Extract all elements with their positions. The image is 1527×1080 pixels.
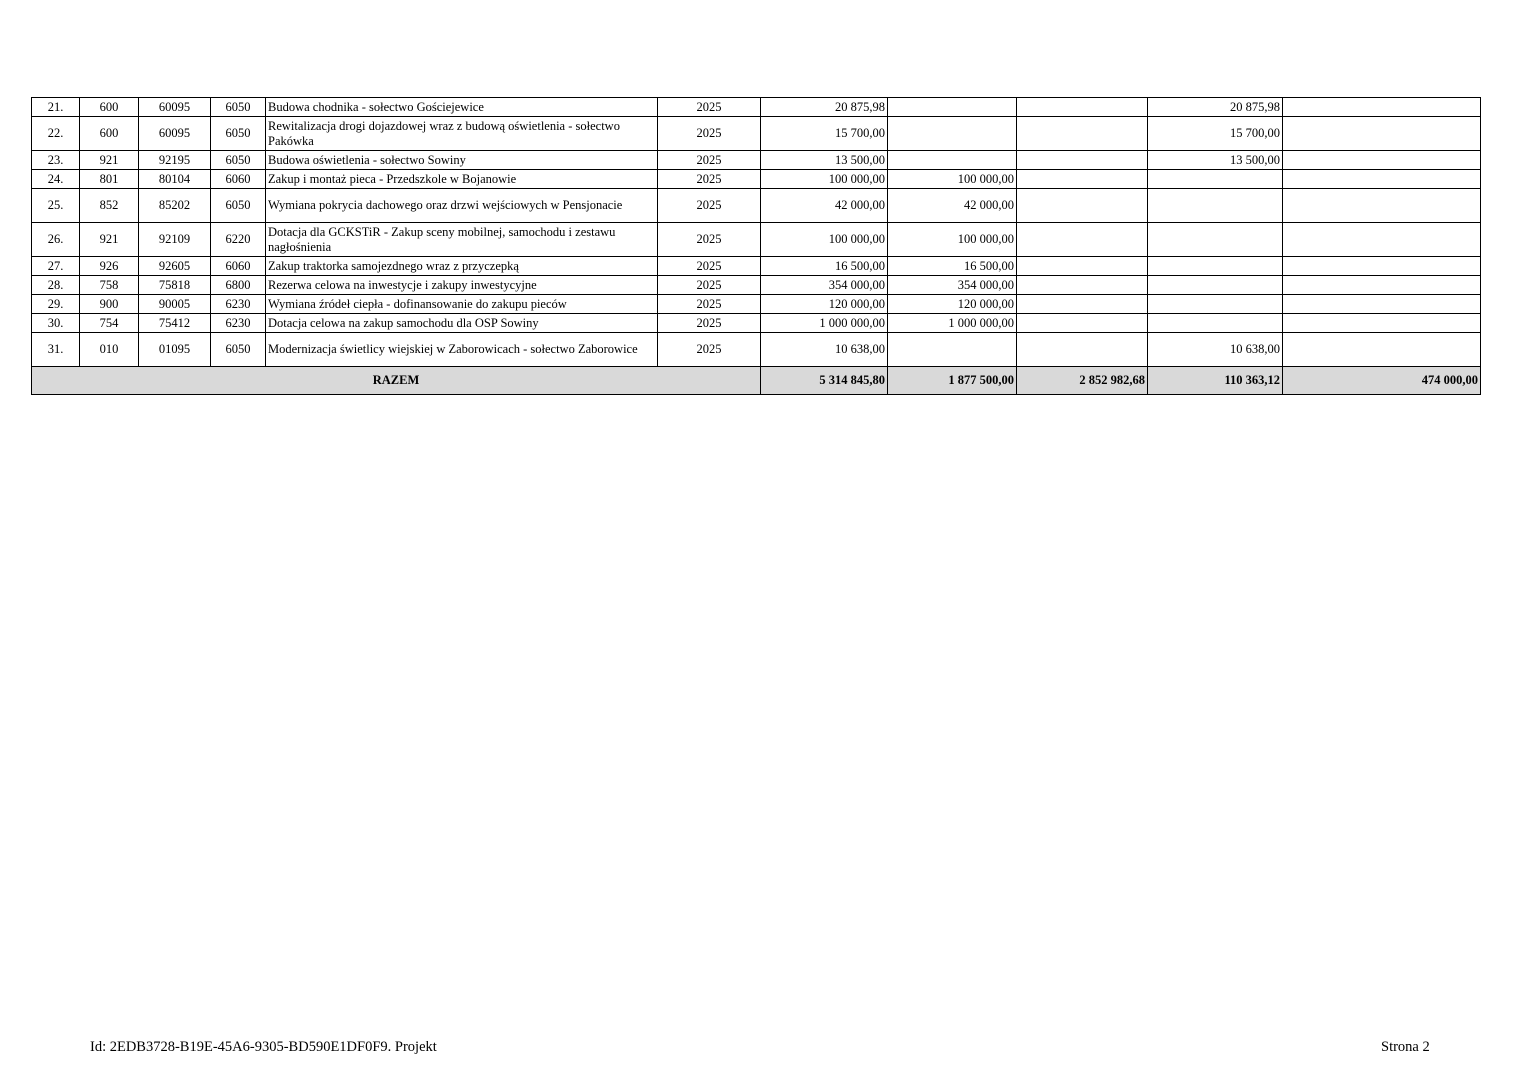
- cell-c3: [1017, 223, 1148, 257]
- cell-c3: [1017, 276, 1148, 295]
- cell-c1: 1 000 000,00: [761, 314, 888, 333]
- cell-paragraf: 6050: [211, 189, 266, 223]
- cell-c4: 20 875,98: [1148, 98, 1283, 117]
- cell-nazwa: Zakup traktorka samojezdnego wraz z przyczepką: [266, 257, 658, 276]
- cell-nazwa: Rewitalizacja drogi dojazdowej wraz z budową oświetlenia - sołectwo Pakówka: [266, 117, 658, 151]
- cell-dzial: 921: [80, 223, 139, 257]
- cell-rok: 2025: [658, 223, 761, 257]
- total-c5: 474 000,00: [1283, 367, 1481, 395]
- cell-dzial: 926: [80, 257, 139, 276]
- cell-c5: [1283, 333, 1481, 367]
- cell-rozdzial: 85202: [139, 189, 211, 223]
- cell-nazwa: Modernizacja świetlicy wiejskiej w Zaborowicach - sołectwo Zaborowice: [266, 333, 658, 367]
- cell-c4: [1148, 276, 1283, 295]
- cell-c4: [1148, 295, 1283, 314]
- table-body: [32, 98, 1481, 367]
- cell-c1: 100 000,00: [761, 223, 888, 257]
- table-row: [32, 223, 1481, 257]
- table-row: [32, 314, 1481, 333]
- cell-c1: 354 000,00: [761, 276, 888, 295]
- cell-nazwa: Wymiana pokrycia dachowego oraz drzwi wejściowych w Pensjonacie: [266, 189, 658, 223]
- cell-c1: 13 500,00: [761, 151, 888, 170]
- cell-c2: 100 000,00: [888, 170, 1017, 189]
- cell-c4: [1148, 170, 1283, 189]
- cell-c4: [1148, 223, 1283, 257]
- cell-nazwa: Budowa chodnika - sołectwo Gościejewice: [266, 98, 658, 117]
- cell-rozdzial: 92195: [139, 151, 211, 170]
- cell-c5: [1283, 189, 1481, 223]
- cell-rozdzial: 60095: [139, 117, 211, 151]
- table-row: [32, 170, 1481, 189]
- cell-c3: [1017, 189, 1148, 223]
- cell-dzial: 758: [80, 276, 139, 295]
- table-row: [32, 98, 1481, 117]
- cell-dzial: 600: [80, 98, 139, 117]
- table-row: [32, 295, 1481, 314]
- cell-lp: 29.: [32, 295, 80, 314]
- cell-lp: 25.: [32, 189, 80, 223]
- total-label: RAZEM: [32, 367, 761, 395]
- cell-lp: 28.: [32, 276, 80, 295]
- table-row: [32, 276, 1481, 295]
- cell-rok: 2025: [658, 295, 761, 314]
- cell-c3: [1017, 314, 1148, 333]
- cell-c3: [1017, 333, 1148, 367]
- table-row: [32, 151, 1481, 170]
- cell-c3: [1017, 170, 1148, 189]
- cell-lp: 31.: [32, 333, 80, 367]
- cell-nazwa: Dotacja dla GCKSTiR - Zakup sceny mobilnej, samochodu i zestawu nagłośnienia: [266, 223, 658, 257]
- cell-c2: [888, 98, 1017, 117]
- total-c3: 2 852 982,68: [1017, 367, 1148, 395]
- total-c1: 5 314 845,80: [761, 367, 888, 395]
- cell-rozdzial: 75412: [139, 314, 211, 333]
- cell-c2: [888, 333, 1017, 367]
- cell-c1: 15 700,00: [761, 117, 888, 151]
- cell-lp: 24.: [32, 170, 80, 189]
- cell-c5: [1283, 257, 1481, 276]
- document-id: Id: 2EDB3728-B19E-45A6-9305-BD590E1DF0F9. Projekt: [90, 1039, 437, 1055]
- cell-rozdzial: 60095: [139, 98, 211, 117]
- cell-rozdzial: 80104: [139, 170, 211, 189]
- cell-rozdzial: 90005: [139, 295, 211, 314]
- cell-c1: 16 500,00: [761, 257, 888, 276]
- table-row: [32, 189, 1481, 223]
- cell-paragraf: 6230: [211, 295, 266, 314]
- cell-c1: 10 638,00: [761, 333, 888, 367]
- cell-c5: [1283, 276, 1481, 295]
- cell-nazwa: Rezerwa celowa na inwestycje i zakupy inwestycyjne: [266, 276, 658, 295]
- cell-rozdzial: 92109: [139, 223, 211, 257]
- table-row: [32, 117, 1481, 151]
- cell-paragraf: 6050: [211, 333, 266, 367]
- cell-c4: [1148, 189, 1283, 223]
- cell-dzial: 921: [80, 151, 139, 170]
- cell-c2: 354 000,00: [888, 276, 1017, 295]
- investment-table: [31, 97, 1481, 395]
- cell-c3: [1017, 295, 1148, 314]
- cell-rok: 2025: [658, 170, 761, 189]
- cell-dzial: 010: [80, 333, 139, 367]
- cell-c2: [888, 151, 1017, 170]
- cell-nazwa: Zakup i montaż pieca - Przedszkole w Bojanowie: [266, 170, 658, 189]
- cell-c2: 16 500,00: [888, 257, 1017, 276]
- cell-paragraf: 6060: [211, 170, 266, 189]
- cell-c4: [1148, 257, 1283, 276]
- cell-paragraf: 6060: [211, 257, 266, 276]
- cell-c5: [1283, 295, 1481, 314]
- investment-table-container: [31, 97, 1480, 395]
- total-row: [32, 367, 1481, 395]
- cell-c1: 100 000,00: [761, 170, 888, 189]
- cell-c5: [1283, 170, 1481, 189]
- cell-c5: [1283, 98, 1481, 117]
- cell-paragraf: 6050: [211, 151, 266, 170]
- cell-paragraf: 6800: [211, 276, 266, 295]
- cell-paragraf: 6220: [211, 223, 266, 257]
- cell-rok: 2025: [658, 189, 761, 223]
- cell-dzial: 754: [80, 314, 139, 333]
- cell-c5: [1283, 223, 1481, 257]
- total-c2: 1 877 500,00: [888, 367, 1017, 395]
- cell-paragraf: 6230: [211, 314, 266, 333]
- cell-c3: [1017, 151, 1148, 170]
- total-c4: 110 363,12: [1148, 367, 1283, 395]
- cell-rozdzial: 75818: [139, 276, 211, 295]
- cell-lp: 22.: [32, 117, 80, 151]
- cell-dzial: 600: [80, 117, 139, 151]
- cell-c5: [1283, 117, 1481, 151]
- cell-paragraf: 6050: [211, 98, 266, 117]
- cell-c4: [1148, 314, 1283, 333]
- cell-c4: 13 500,00: [1148, 151, 1283, 170]
- cell-c1: 42 000,00: [761, 189, 888, 223]
- cell-lp: 30.: [32, 314, 80, 333]
- cell-c1: 120 000,00: [761, 295, 888, 314]
- cell-rozdzial: 92605: [139, 257, 211, 276]
- page-number: Strona 2: [1381, 1039, 1430, 1055]
- cell-rok: 2025: [658, 276, 761, 295]
- cell-rok: 2025: [658, 151, 761, 170]
- cell-c2: 100 000,00: [888, 223, 1017, 257]
- cell-c2: 42 000,00: [888, 189, 1017, 223]
- cell-nazwa: Wymiana źródeł ciepła - dofinansowanie do zakupu pieców: [266, 295, 658, 314]
- cell-rozdzial: 01095: [139, 333, 211, 367]
- table-row: [32, 333, 1481, 367]
- cell-c3: [1017, 98, 1148, 117]
- cell-nazwa: Dotacja celowa na zakup samochodu dla OSP Sowiny: [266, 314, 658, 333]
- cell-c1: 20 875,98: [761, 98, 888, 117]
- cell-rok: 2025: [658, 333, 761, 367]
- cell-c2: [888, 117, 1017, 151]
- cell-rok: 2025: [658, 98, 761, 117]
- cell-rok: 2025: [658, 314, 761, 333]
- cell-c4: 15 700,00: [1148, 117, 1283, 151]
- cell-c5: [1283, 314, 1481, 333]
- cell-dzial: 801: [80, 170, 139, 189]
- cell-lp: 23.: [32, 151, 80, 170]
- table-row: [32, 257, 1481, 276]
- cell-dzial: 852: [80, 189, 139, 223]
- cell-rok: 2025: [658, 117, 761, 151]
- cell-c3: [1017, 257, 1148, 276]
- cell-lp: 21.: [32, 98, 80, 117]
- cell-nazwa: Budowa oświetlenia - sołectwo Sowiny: [266, 151, 658, 170]
- cell-c5: [1283, 151, 1481, 170]
- cell-paragraf: 6050: [211, 117, 266, 151]
- cell-lp: 27.: [32, 257, 80, 276]
- cell-lp: 26.: [32, 223, 80, 257]
- cell-c3: [1017, 117, 1148, 151]
- cell-c2: 1 000 000,00: [888, 314, 1017, 333]
- cell-dzial: 900: [80, 295, 139, 314]
- cell-rok: 2025: [658, 257, 761, 276]
- cell-c2: 120 000,00: [888, 295, 1017, 314]
- cell-c4: 10 638,00: [1148, 333, 1283, 367]
